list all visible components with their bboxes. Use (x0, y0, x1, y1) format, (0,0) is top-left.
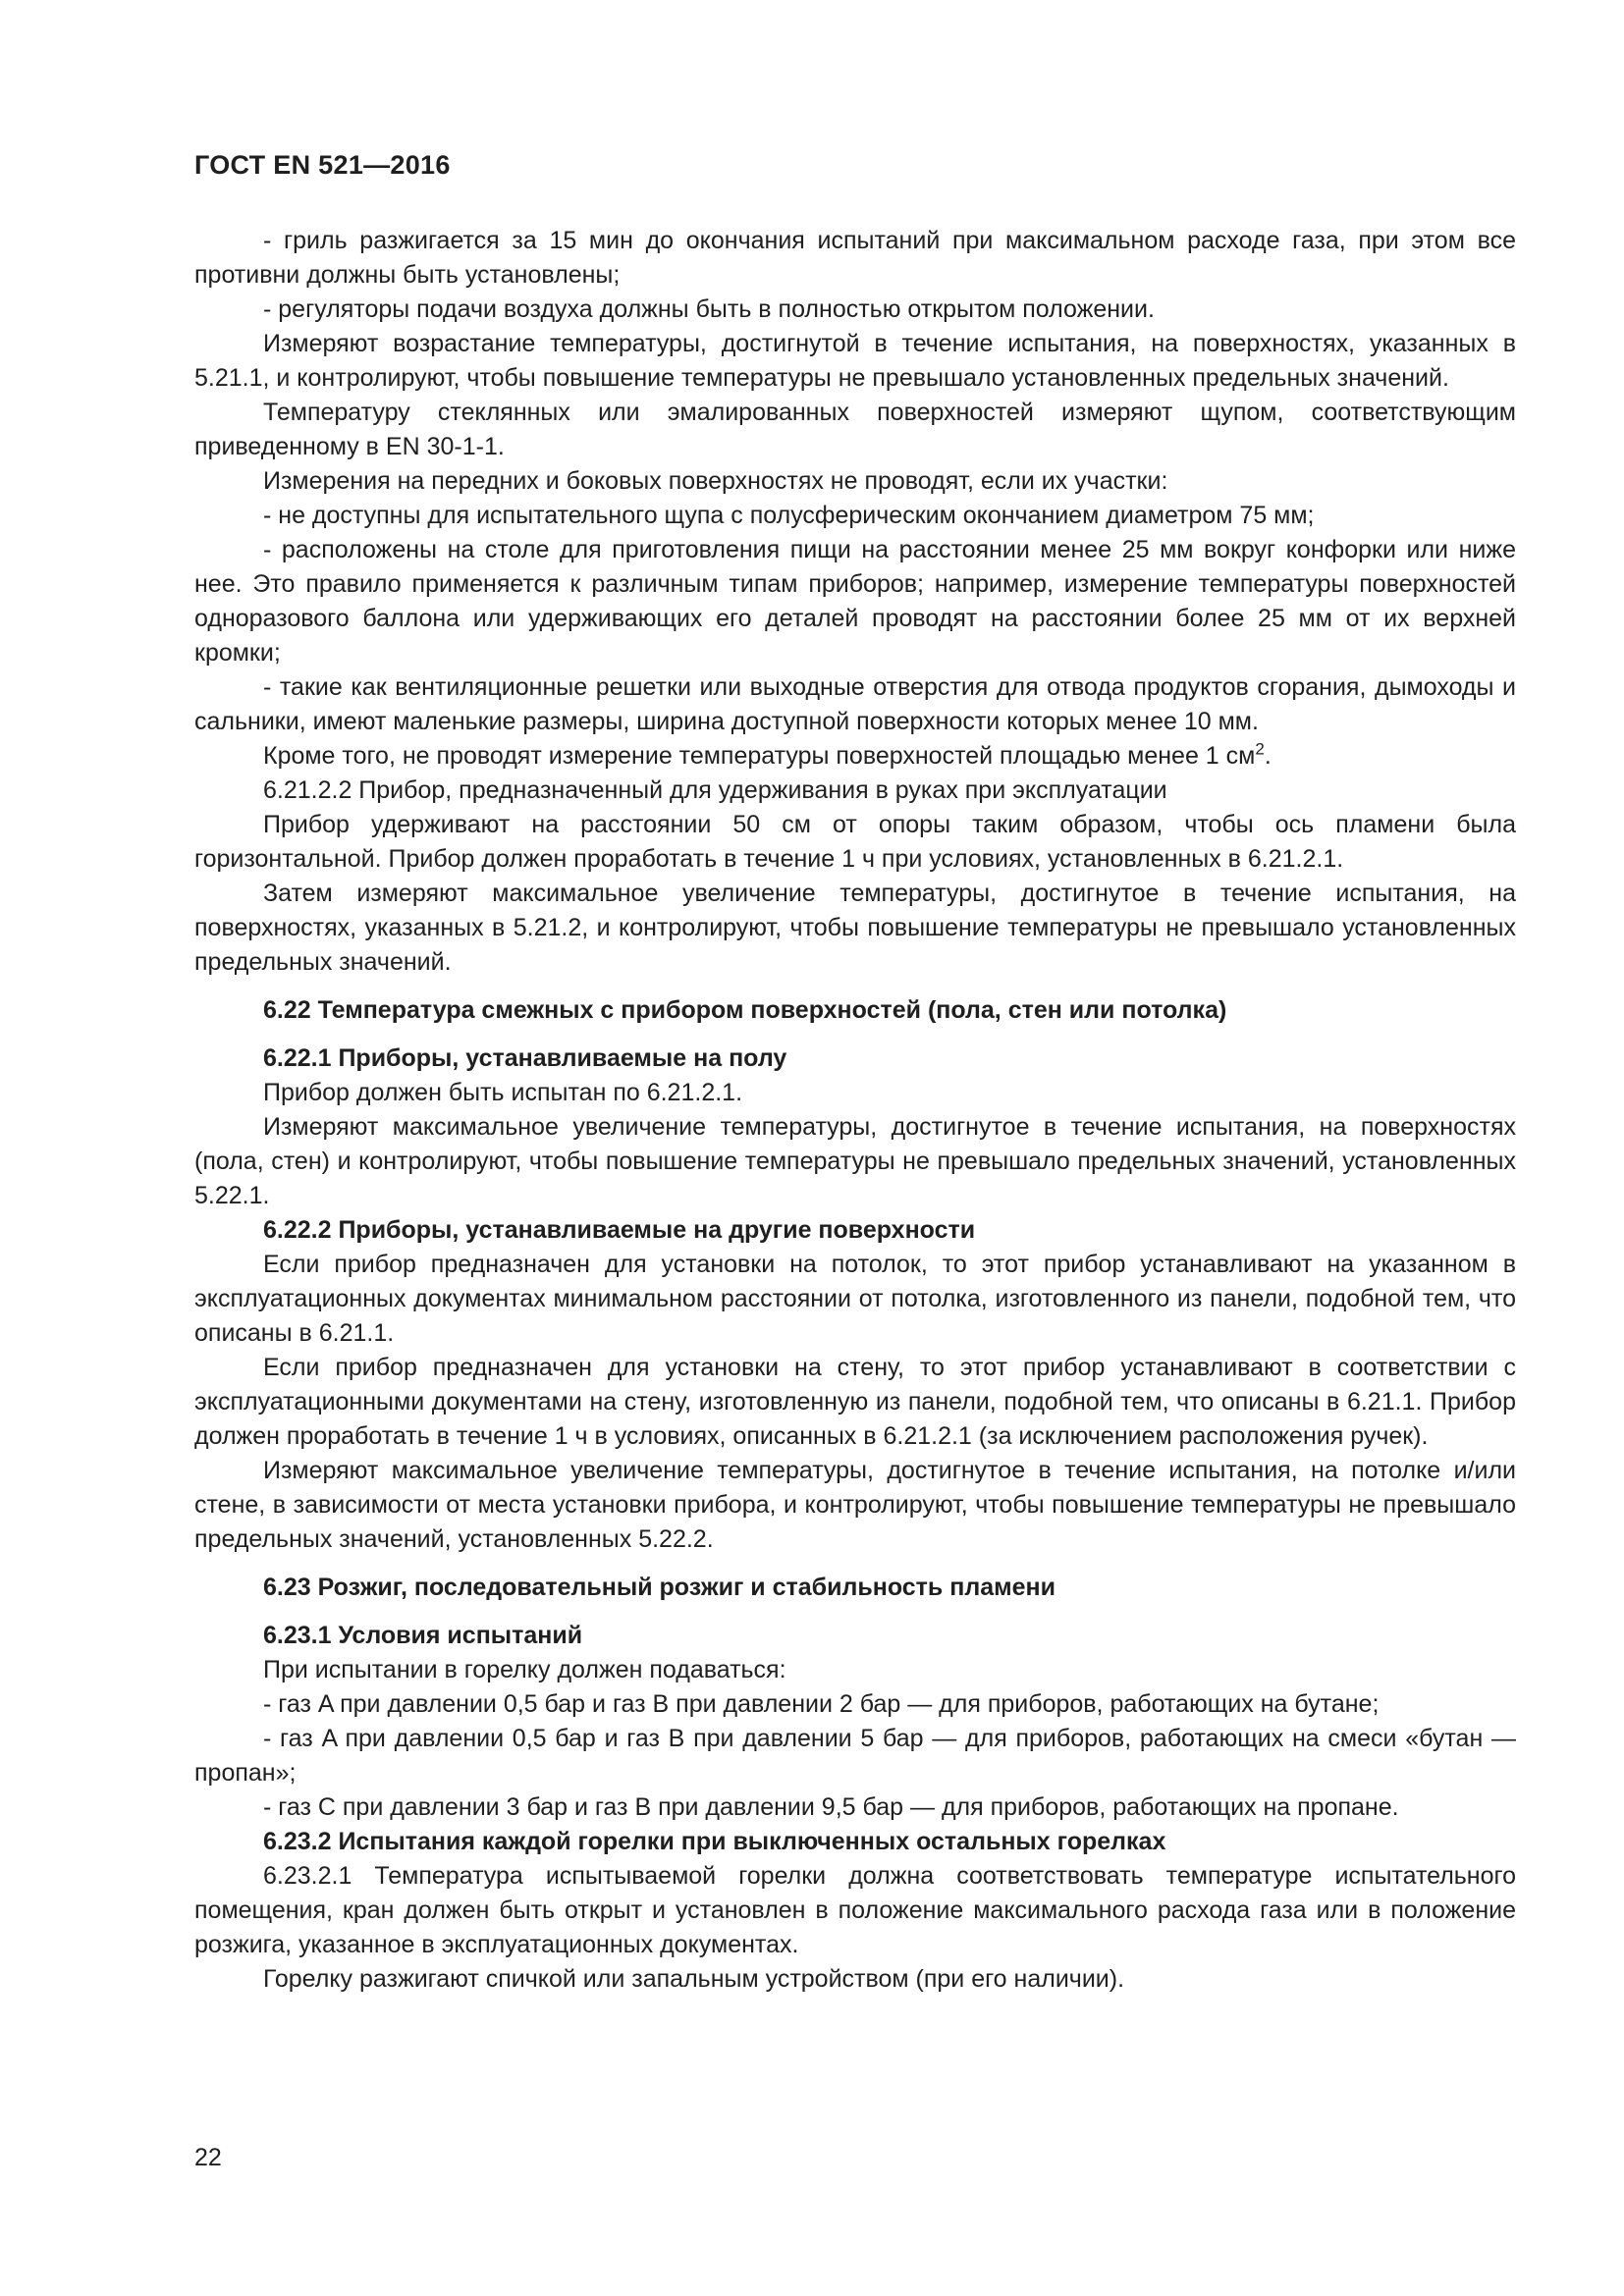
list-item-grill: - гриль разжигается за 15 мин до окончания испытаний при максимальном расходе газа, при этом все противни должны быть установлены; (194, 227, 1516, 289)
paragraph-front-side-surfaces: Измерения на передних и боковых поверхностях не проводят, если их участки: (263, 467, 1168, 495)
superscript: 2 (1255, 739, 1265, 759)
list-item-probe: - не доступны для испытательного щупа с полусферическим окончанием диаметром 75 мм; (263, 502, 1315, 529)
list-item-air-regulators: - регуляторы подачи воздуха должны быть в полностью открытом положении. (263, 295, 1155, 323)
section-heading-6-22: 6.22 Температура смежных с прибором поверхностей (пола, стен или потолка) (263, 996, 1227, 1024)
paragraph-6-23-2-ignite: Горелку разжигают спичкой или запальным устройством (при его наличии). (263, 1965, 1125, 1993)
clause-6-21-2-2: 6.21.2.2 Прибор, предназначенный для удерживания в руках при эксплуатации (263, 776, 1167, 804)
paragraph-6-22-2-c: Измеряют максимальное увеличение температуры, достигнутое в течение испытания, на потолке и/или стене, в зависимости от места установки прибора, и контролируют, чтобы повышение температуры не превышало предельных значений, установленных 5.22.2. (194, 1457, 1516, 1553)
paragraph-6-22-2-a: Если прибор предназначен для установки на потолок, то этот прибор устанавливают на указанном в эксплуатационных документах минимальном расстоянии от потолка, изготовленного из панели, подобной тем, что описаны в 6.21.1. (194, 1251, 1516, 1347)
paragraph-6-23-2-1: 6.23.2.1 Температура испытываемой горелки должна соответствовать температуре испытательного помещения, кран должен быть открыт и установлен в положение максимального расхода газа или в положение розжига, указанное в эксплуатационных документах. (194, 1862, 1516, 1958)
paragraph-6-23-1-a: При испытании в горелку должен подаваться: (263, 1656, 786, 1683)
list-item-cooking-table: - расположены на столе для приготовления пищи на расстоянии менее 25 мм вокруг конфорки или ниже нее. Это правило применяется к различным типам приборов; например, измерение температуры поверхностей одноразового баллона или удерживающих его деталей проводят на расстоянии более 25 мм от их верхней кромки; (194, 536, 1516, 667)
paragraph-small-area (194, 739, 1516, 774)
list-item-butane: - газ A при давлении 0,5 бар и газ B при давлении 2 бар — для приборов, работающих на бутане; (263, 1690, 1380, 1718)
page-number: 22 (194, 2144, 222, 2171)
subsection-heading-6-22-2: 6.22.2 Приборы, устанавливаемые на другие поверхности (263, 1216, 976, 1244)
paragraph-6-22-2-b: Если прибор предназначен для установки на стену, то этот прибор устанавливают в соответствии с эксплуатационными документами на стену, изготовленную из панели, подобной тем, что описаны в 6.21.1. Прибор должен проработать в течение 1 ч в условиях, описанных в 6.21.2.1 (за исключением расположения ручек). (194, 1354, 1516, 1450)
subsection-heading-6-23-2: 6.23.2 Испытания каждой горелки при выключенных остальных горелках (263, 1828, 1166, 1855)
small-area-end: . (1264, 742, 1272, 770)
document-header: ГОСТ EN 521—2016 (194, 150, 451, 180)
paragraph-max-increase: Затем измеряют максимальное увеличение температуры, достигнутое в течение испытания, на поверхностях, указанных в 5.21.2, и контролируют, чтобы повышение температуры не превышало установленных предельных значений. (194, 880, 1516, 976)
small-area-text: Кроме того, не проводят измерение температуры поверхностей площадью менее 1 см (263, 742, 1256, 770)
paragraph-hand-held: Прибор удерживают на расстоянии 50 см от опоры таким образом, чтобы ось пламени была горизонтальной. Прибор должен проработать в течение 1 ч при условиях, установленных в 6.21.2.1. (194, 811, 1516, 873)
page-body (194, 224, 1516, 1997)
list-item-propane: - газ C при давлении 3 бар и газ B при давлении 9,5 бар — для приборов, работающих на пропане. (263, 1793, 1399, 1821)
list-item-vents: - такие как вентиляционные решетки или выходные отверстия для отвода продуктов сгорания, дымоходы и сальники, имеют маленькие размеры, ширина доступной поверхности которых менее 10 мм. (194, 673, 1516, 735)
section-heading-6-23: 6.23 Розжиг, последовательный розжиг и стабильность пламени (263, 1574, 1056, 1601)
paragraph-glass-surfaces: Температуру стеклянных или эмалированных поверхностей измеряют щупом, соответствующим приведенному в EN 30-1-1. (194, 399, 1516, 460)
list-item-butane-propane: - газ A при давлении 0,5 бар и газ B при давлении 5 бар — для приборов, работающих на смеси «бутан — пропан»; (194, 1725, 1516, 1787)
paragraph-6-22-1-b: Измеряют максимальное увеличение температуры, достигнутое в течение испытания, на поверхностях (пола, стен) и контролируют, чтобы повышение температуры не превышало предельных значений, установленных 5.22.1. (194, 1113, 1516, 1209)
paragraph-temperature-rise: Измеряют возрастание температуры, достигнутой в течение испытания, на поверхностях, указанных в 5.21.1, и контролируют, чтобы повышение температуры не превышало установленных предельных значений. (194, 330, 1516, 392)
paragraph-6-22-1-a: Прибор должен быть испытан по 6.21.2.1. (263, 1079, 743, 1106)
subsection-heading-6-23-1: 6.23.1 Условия испытаний (263, 1622, 583, 1649)
subsection-heading-6-22-1: 6.22.1 Приборы, устанавливаемые на полу (263, 1044, 787, 1072)
